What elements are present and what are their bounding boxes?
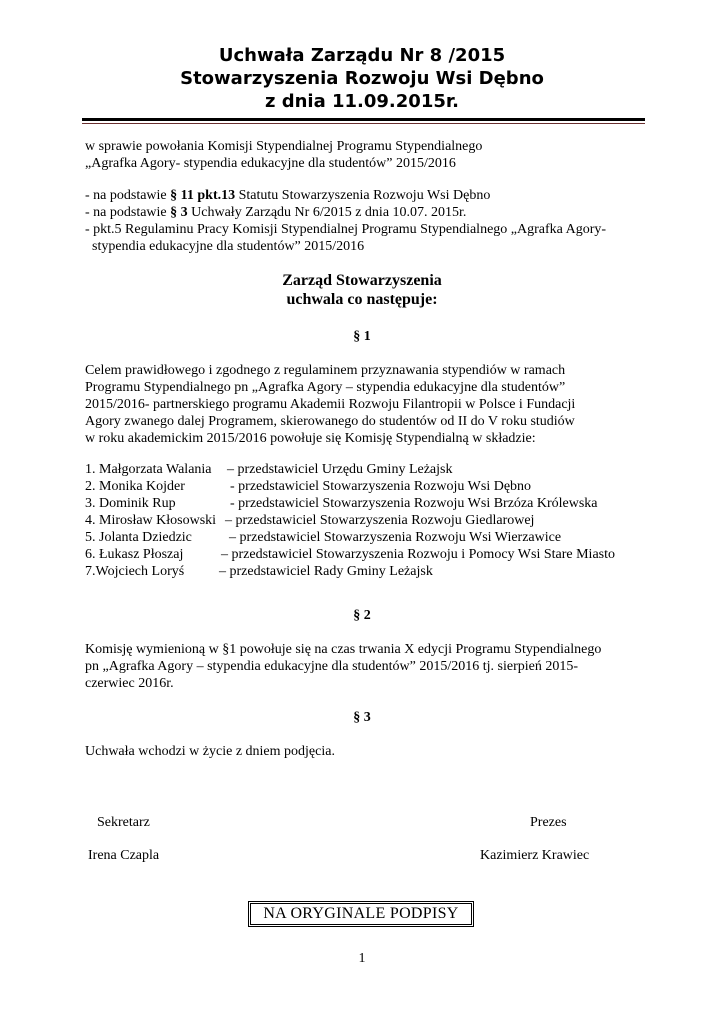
section-1-para-line-1: Celem prawidłowego i zgodnego z regulaminem przyznawania stypendiów w ramach [85,363,566,378]
member-name: 3. Dominik Rup [85,496,176,511]
member-role: - przedstawiciel Stowarzyszenia Rozwoju Wsi Brzóza Królewska [230,496,598,511]
section-3-heading: § 3 [353,710,371,725]
legal-basis-suffix: Statutu Stowarzyszenia Rozwoju Wsi Dębno [235,188,491,203]
secretary-role: Sekretarz [97,815,150,830]
section-1-para-line-5: w roku akademickim 2015/2016 powołuje się Komisję Stypendialną w składzie: [85,431,536,446]
section-3-para: Uchwała wchodzi w życie z dniem podjęcia. [85,744,335,759]
member-item [85,564,433,580]
page-number: 1 [358,951,366,966]
member-item [85,462,453,478]
legal-basis-item-1 [85,187,490,204]
member-role: - przedstawiciel Stowarzyszenia Rozwoju Wsi Dębno [230,479,532,494]
section-1-para-line-3: 2015/2016- partnerskiego programu Akademii Rozwoju Filantropii w Polsce i Fundacji [85,397,576,412]
president-role: Prezes [530,815,567,830]
section-1-para-line-4: Agory zwanego dalej Programem, skierowanego do studentów od II do V roku studiów [85,414,575,429]
title-line-2: Stowarzyszenia Rozwoju Wsi Dębno [180,68,544,89]
member-item [85,496,598,512]
member-name: 5. Jolanta Dziedzic [85,530,192,545]
resolution-heading-line-2: uchwala co następuje: [286,291,438,308]
secretary-name: Irena Czapla [88,848,160,863]
legal-basis-item-2 [85,204,466,221]
legal-basis-item-3-line-1: - pkt.5 Regulaminu Pracy Komisji Stypendialnej Programu Stypendialnego „Agrafka Agory- [85,222,607,237]
title-line-1: Uchwała Zarządu Nr 8 /2015 [218,45,506,66]
subject-line-2: „Agrafka Agory- stypendia edukacyjne dla studentów” 2015/2016 [85,156,456,171]
member-item [85,513,535,529]
member-name: 2. Monika Kojder [85,479,185,494]
section-2-heading: § 2 [353,608,371,623]
member-name: 6. Łukasz Płoszaj [85,547,184,562]
president-name: Kazimierz Krawiec [480,848,590,863]
member-item [85,547,615,563]
title-line-3: z dnia 11.09.2015r. [264,91,460,112]
resolution-heading-line-1: Zarząd Stowarzyszenia [282,272,442,289]
legal-basis-reference: § 3 [170,205,188,220]
legal-basis-item-3-line-2: stypendia edukacyjne dla studentów” 2015/2016 [92,239,365,254]
section-2-para-line-1: Komisję wymienioną w §1 powołuje się na czas trwania X edycji Programu Stypendialnego [85,642,602,657]
member-name: 4. Mirosław Kłosowski [85,513,217,528]
subject-line-1: w sprawie powołania Komisji Stypendialnej Programu Stypendialnego [85,139,483,154]
member-role: – przedstawiciel Urzędu Gminy Leżajsk [227,462,453,477]
legal-basis-suffix: Uchwały Zarządu Nr 6/2015 z dnia 10.07. 2015r. [187,205,467,220]
member-role: – przedstawiciel Rady Gminy Leżajsk [219,564,433,579]
member-name: 7.Wojciech Loryś [85,564,185,579]
section-2-para-line-3: czerwiec 2016r. [85,676,174,691]
header-rule-thick [82,118,645,121]
member-role: – przedstawiciel Stowarzyszenia Rozwoju i Pomocy Wsi Stare Miasto [221,547,615,562]
member-role: – przedstawiciel Stowarzyszenia Rozwoju Wsi Wierzawice [229,530,562,545]
legal-basis-prefix: - na podstawie [85,205,171,220]
section-1-heading: § 1 [353,329,371,344]
legal-basis-reference: § 11 pkt.13 [170,188,236,203]
member-role: – przedstawiciel Stowarzyszenia Rozwoju Giedlarowej [225,513,535,528]
section-2-para-line-2: pn „Agrafka Agory – stypendia edukacyjne dla studentów” 2015/2016 tj. sierpień 2015- [85,659,578,674]
section-1-para-line-2: Programu Stypendialnego pn „Agrafka Agory – stypendia edukacyjne dla studentów” [85,380,566,395]
member-item [85,479,532,495]
legal-basis-prefix: - na podstawie [85,188,171,203]
member-item [85,530,562,546]
signatures-on-original-stamp: NA ORYGINALE PODPISY [248,901,474,927]
member-name: 1. Małgorzata Walania [85,462,212,477]
header-rule-thin [82,123,645,124]
